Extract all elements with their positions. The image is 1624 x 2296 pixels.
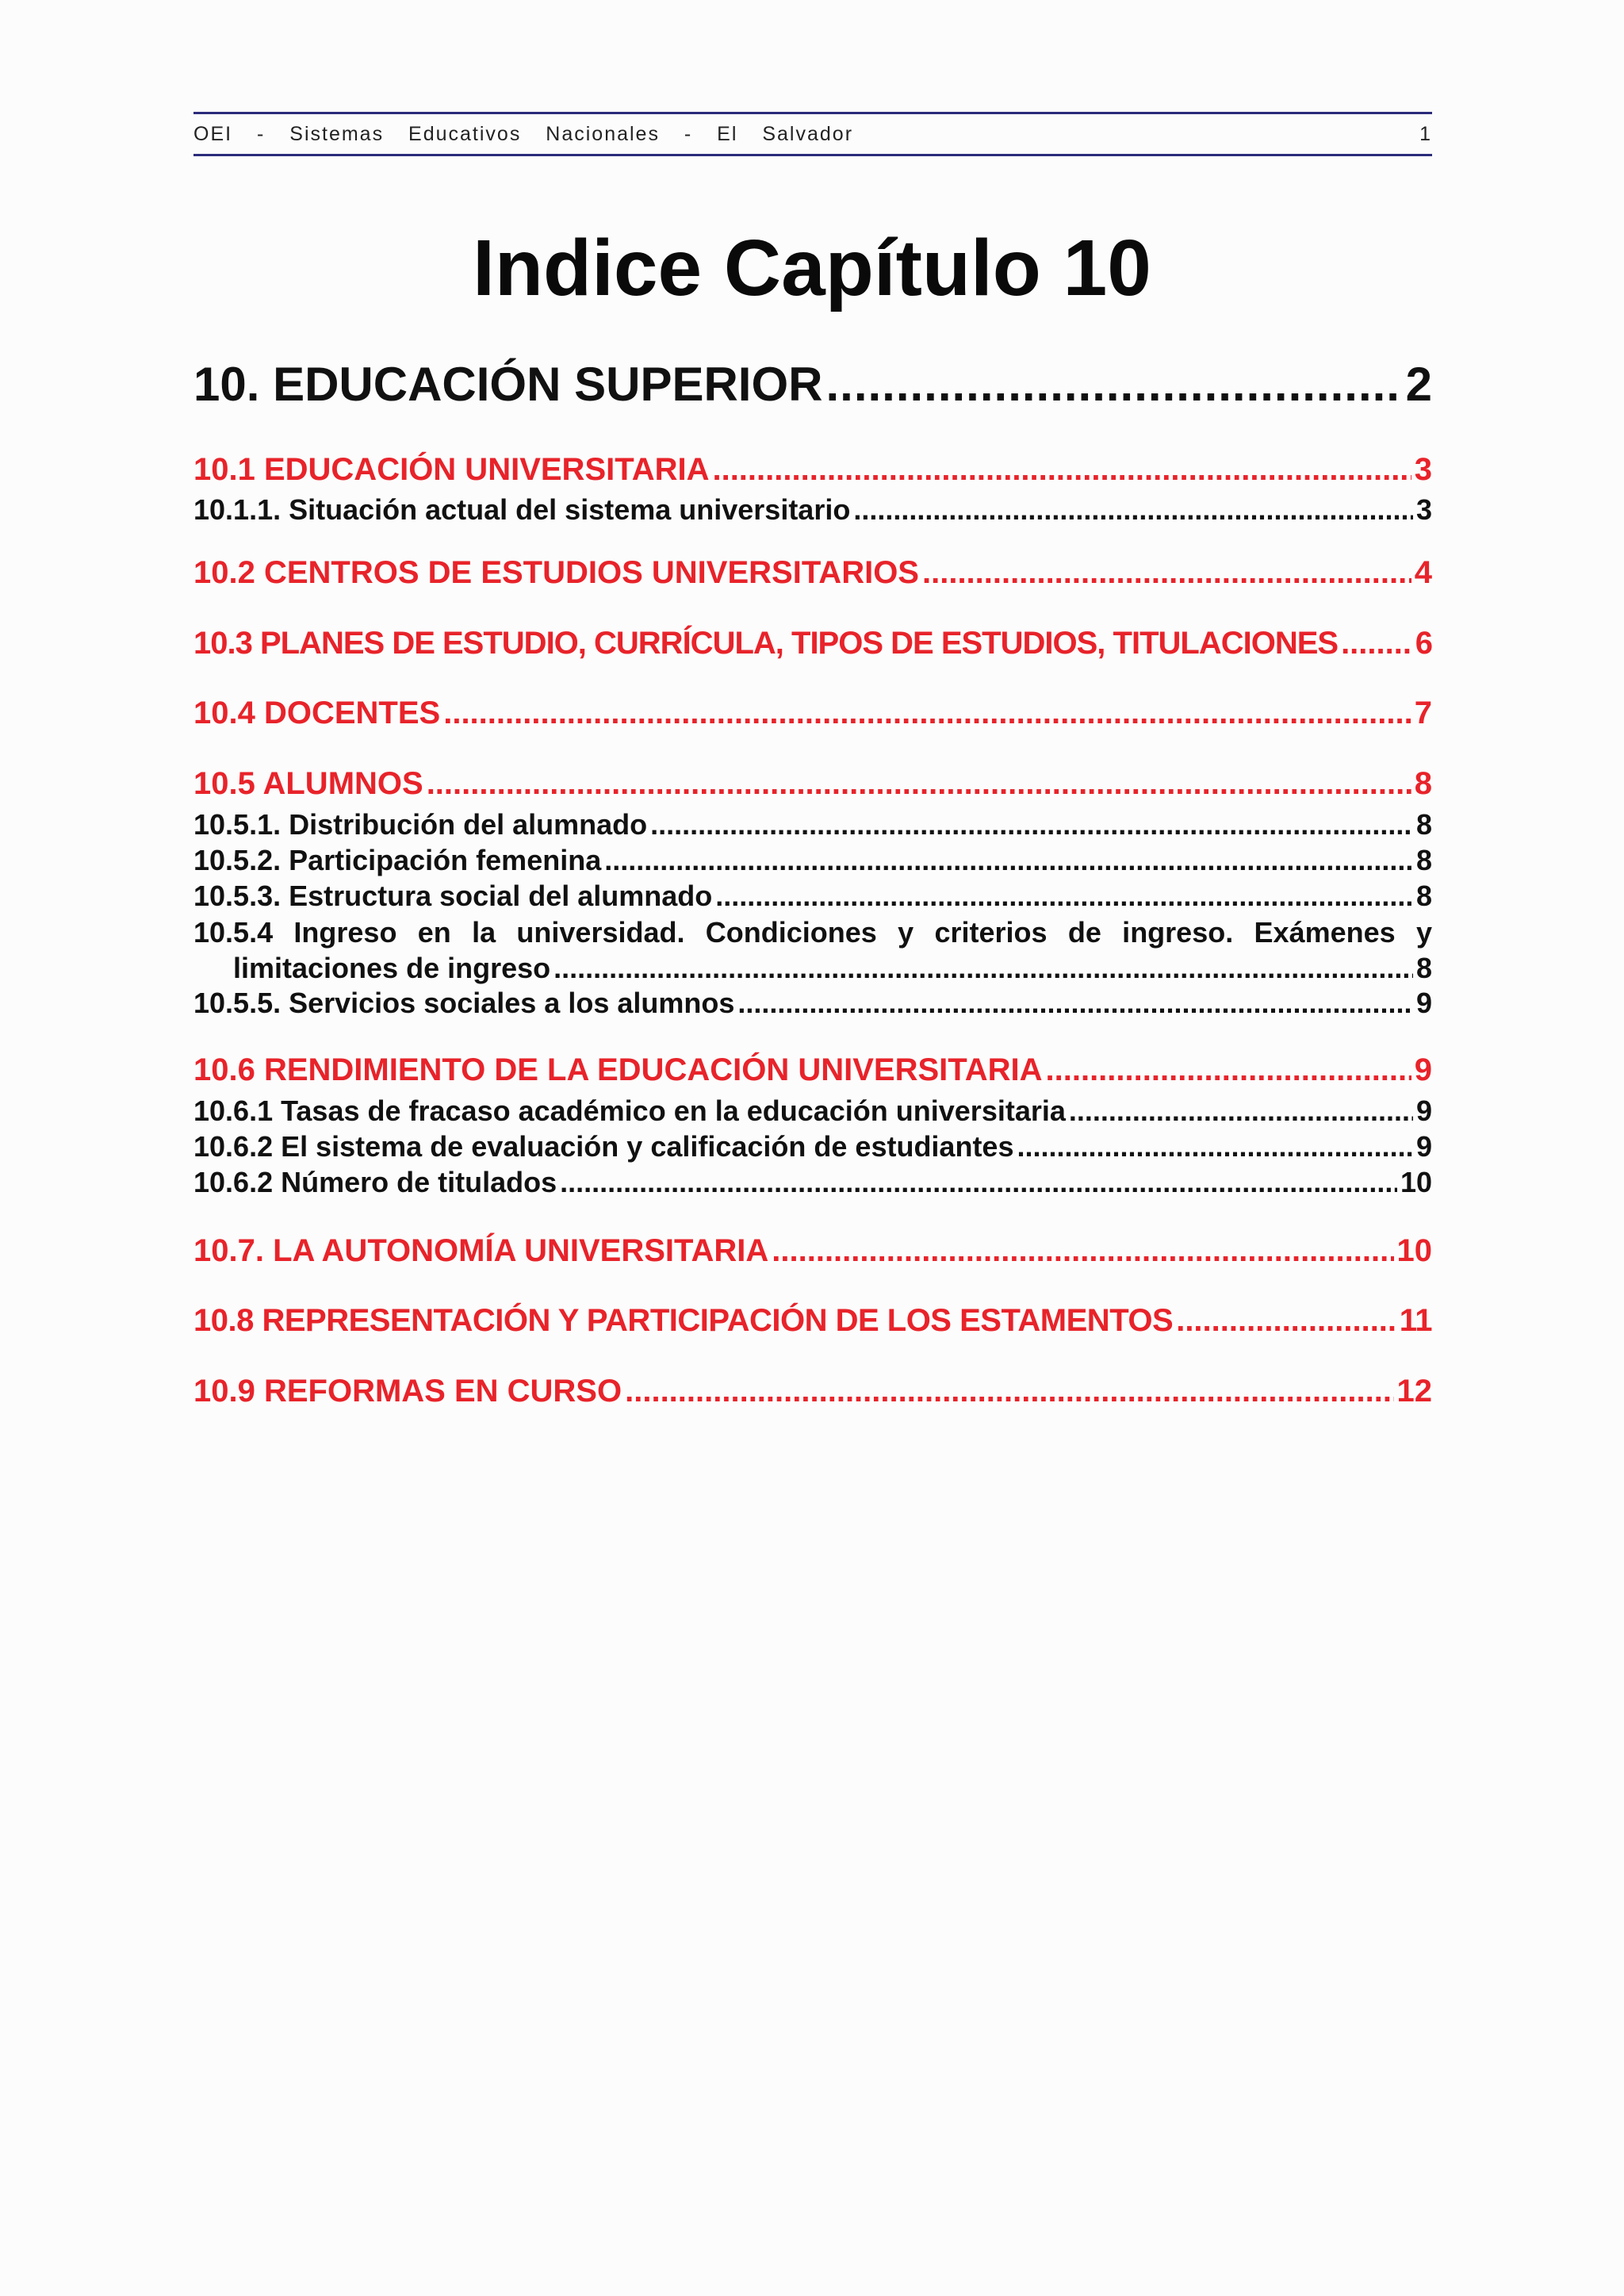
toc-page: 2: [1405, 358, 1432, 411]
toc-label: 10.2 CENTROS DE ESTUDIOS UNIVERSITARIOS: [193, 555, 919, 590]
dot-leader: [443, 696, 1411, 731]
toc-page: 3: [1414, 452, 1432, 487]
toc-entry-10-8[interactable]: [193, 1303, 1432, 1339]
header-page-number: 1: [1419, 122, 1431, 145]
toc-page: 6: [1415, 626, 1432, 661]
dot-leader: [553, 950, 1413, 986]
toc-label: 10.5.3. Estructura social del alumnado: [193, 880, 713, 912]
dot-leader: [650, 808, 1413, 841]
toc-label: 10.4 DOCENTES: [193, 696, 441, 730]
toc-label: 10.1 EDUCACIÓN UNIVERSITARIA: [193, 452, 710, 487]
toc-page: 11: [1399, 1303, 1432, 1338]
toc-page: 8: [1415, 844, 1432, 876]
toc-entry-chapter-10[interactable]: [193, 357, 1432, 412]
toc-page: 9: [1415, 987, 1432, 1019]
toc-entry-10-5-2[interactable]: [193, 844, 1432, 877]
toc-label: 10.8 REPRESENTACIÓN Y PARTICIPACIÓN DE LOS ESTAMENTOS: [193, 1303, 1174, 1338]
toc-label-continuation: limitaciones de ingreso: [233, 952, 551, 984]
toc-label: 10.6.1 Tasas de fracaso académico en la educación universitaria: [193, 1094, 1066, 1127]
toc-entry-10-6-1[interactable]: [193, 1094, 1432, 1128]
toc-page: 7: [1414, 696, 1432, 730]
toc-label: 10.6.2 El sistema de evaluación y calificación de estudiantes: [193, 1130, 1014, 1163]
toc-entry-10-7[interactable]: [193, 1233, 1432, 1269]
page-title: Indice Capítulo 10: [473, 224, 1151, 312]
toc-entry-10-6[interactable]: [193, 1052, 1432, 1088]
toc-page: 10: [1396, 1233, 1432, 1268]
toc-label: 10.5.5. Servicios sociales a los alumnos: [193, 987, 735, 1019]
toc-entry-10-2[interactable]: [193, 555, 1432, 591]
dot-leader: [715, 880, 1413, 913]
toc-page: 8: [1414, 766, 1432, 801]
toc-page: 8: [1415, 808, 1432, 841]
toc-page: 10: [1400, 1166, 1432, 1198]
toc-entry-10-6-2[interactable]: [193, 1130, 1432, 1163]
toc-entry-10-1[interactable]: [193, 452, 1432, 488]
toc-entry-10-5-3[interactable]: [193, 880, 1432, 913]
dot-leader: [825, 357, 1402, 412]
toc-page: 9: [1415, 1094, 1432, 1127]
dot-leader: [712, 452, 1411, 488]
toc-page: 9: [1415, 1130, 1432, 1163]
dot-leader: [853, 493, 1413, 527]
running-header: [193, 112, 1432, 156]
toc-label: 10.6 RENDIMIENTO DE LA EDUCACIÓN UNIVERSITARIA: [193, 1052, 1043, 1087]
toc-entry-10-5[interactable]: [193, 766, 1432, 802]
toc-label: 10.5.1. Distribución del alumnado: [193, 808, 648, 841]
toc-entry-10-6-2-titulados[interactable]: [193, 1166, 1432, 1199]
dot-leader: [772, 1233, 1393, 1269]
toc-entry-10-5-5[interactable]: [193, 987, 1432, 1020]
toc-label: 10.3 PLANES DE ESTUDIO, CURRÍCULA, TIPOS DE ESTUDIOS, TITULACIONES: [193, 626, 1339, 661]
dot-leader: [625, 1374, 1393, 1409]
toc-entry-10-5-4[interactable]: [193, 914, 1432, 986]
toc-label: 10.5 ALUMNOS: [193, 766, 423, 801]
dot-leader: [604, 844, 1413, 877]
dot-leader: [1176, 1303, 1396, 1339]
toc-page: 12: [1396, 1374, 1432, 1409]
header-text: OEI - Sistemas Educativos Nacionales - El Salvador: [193, 122, 854, 145]
dot-leader: [922, 555, 1411, 591]
toc-page: 4: [1414, 555, 1432, 590]
toc-entry-10-1-1[interactable]: [193, 493, 1432, 527]
toc-entry-10-4[interactable]: [193, 696, 1432, 731]
toc-label: 10. EDUCACIÓN SUPERIOR: [193, 358, 823, 411]
toc-entry-10-5-1[interactable]: [193, 808, 1432, 841]
dot-leader: [1341, 626, 1412, 661]
toc-page: 9: [1414, 1052, 1432, 1087]
toc-entry-10-3[interactable]: [193, 626, 1432, 661]
dot-leader: [560, 1166, 1397, 1199]
toc-label: 10.9 REFORMAS EN CURSO: [193, 1374, 622, 1409]
toc-entry-10-9[interactable]: [193, 1374, 1432, 1409]
toc-page: 8: [1415, 952, 1432, 984]
toc-label: 10.5.4 Ingreso en la universidad. Condiciones y criterios de ingreso. Exámenes y: [193, 916, 1432, 949]
dot-leader: [427, 766, 1411, 802]
toc-label: 10.5.2. Participación femenina: [193, 844, 602, 876]
dot-leader: [1017, 1130, 1412, 1163]
dot-leader: [1046, 1052, 1411, 1088]
dot-leader: [737, 987, 1413, 1020]
toc-label: 10.6.2 Número de titulados: [193, 1166, 557, 1198]
toc-page: 3: [1415, 493, 1432, 526]
toc-label: 10.1.1. Situación actual del sistema universitario: [193, 493, 851, 526]
toc-page: 8: [1415, 880, 1432, 912]
dot-leader: [1069, 1094, 1413, 1128]
toc-label: 10.7. LA AUTONOMÍA UNIVERSITARIA: [193, 1233, 769, 1268]
